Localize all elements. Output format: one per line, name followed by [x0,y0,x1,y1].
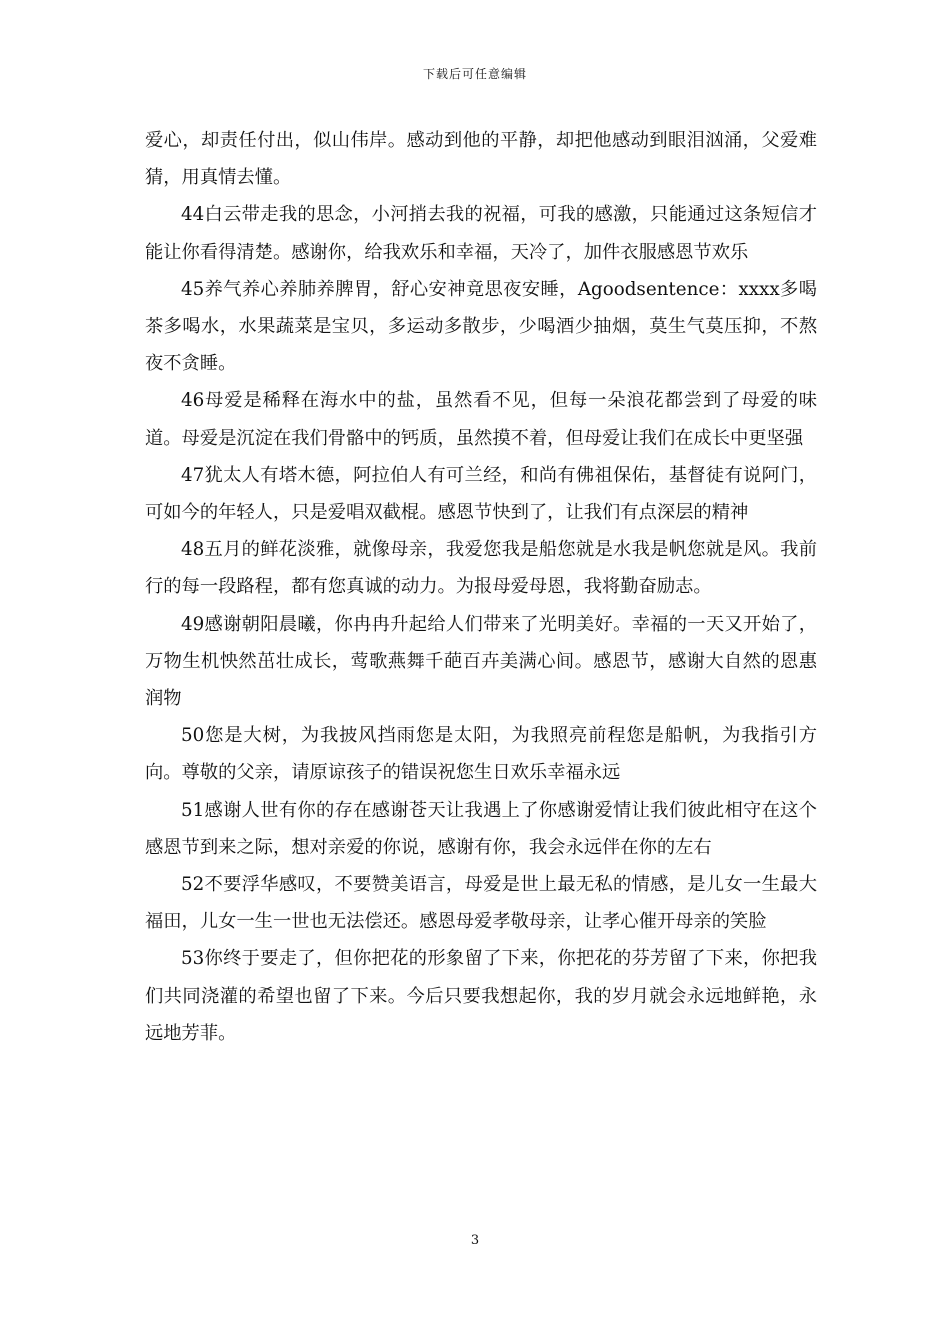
paragraph-53: 53你终于要走了，但你把花的形象留了下来，你把花的芬芳留了下来，你把我们共同浇灌的希望也留了下来。今后只要我想起你，我的岁月就会永远地鲜艳，永远地芳菲。 [145,948,817,1044]
paragraph-47: 47犹太人有塔木德，阿拉伯人有可兰经，和尚有佛祖保佑，基督徒有说阿门，可如今的年轻人，只是爱唱双截棍。感恩节快到了，让我们有点深层的精神 [145,464,817,524]
paragraph-49: 49感谢朝阳晨曦，你冉冉升起给人们带来了光明美好。幸福的一天又开始了，万物生机怏然茁壮成长，莺歌燕舞千葩百卉美满心间。感恩节，感谢大自然的恩惠润物 [145,613,817,710]
paragraph-45: 45养气养心养肺养脾胃，舒心安神竟思夜安睡，Agoodsentence：xxxx多喝茶多喝水，水果蔬菜是宝贝，多运动多散步，少喝酒少抽烟，莫生气莫压抑，不熬夜不贪睡。 [145,278,817,375]
page-header: 下载后可任意编辑 [422,67,527,81]
paragraph-51: 51感谢人世有你的存在感谢苍天让我遇上了你感谢爱情让我们彼此相守在这个感恩节到来之际，想对亲爱的你说，感谢有你，我会永远伴在你的左右 [145,799,817,858]
paragraph-44: 44白云带走我的思念，小河捎去我的祝福，可我的感激，只能通过这条短信才能让你看得清楚。感谢你，给我欢乐和幸福，天冷了，加件衣服感恩节欢乐 [145,204,817,263]
document-body [145,122,817,1052]
paragraph-52: 52不要浮华感叹，不要赞美语言，母爱是世上最无私的情感，是儿女一生最大福田，儿女一生一世也无法偿还。感恩母爱孝敬母亲，让孝心催开母亲的笑脸 [145,874,817,933]
paragraph-continuation: 爱心，却责任付出，似山伟岸。感动到他的平静，却把他感动到眼泪汹涌，父爱难猜，用真情去懂。 [145,130,817,189]
page-number: 3 [470,1233,480,1248]
paragraph-46: 46母爱是稀释在海水中的盐，虽然看不见，但每一朵浪花都尝到了母爱的味道。母爱是沉淀在我们骨骼中的钙质，虽然摸不着，但母爱让我们在成长中更坚强 [145,390,817,449]
paragraph-50: 50您是大树，为我披风挡雨您是太阳，为我照亮前程您是船帆，为我指引方向。尊敬的父亲，请原谅孩子的错误祝您生日欢乐幸福永远 [145,725,817,784]
paragraph-48: 48五月的鲜花淡雅，就像母亲，我爱您我是船您就是水我是帆您就是风。我前行的每一段路程，都有您真诚的动力。为报母爱母恩，我将勤奋励志。 [145,539,817,598]
